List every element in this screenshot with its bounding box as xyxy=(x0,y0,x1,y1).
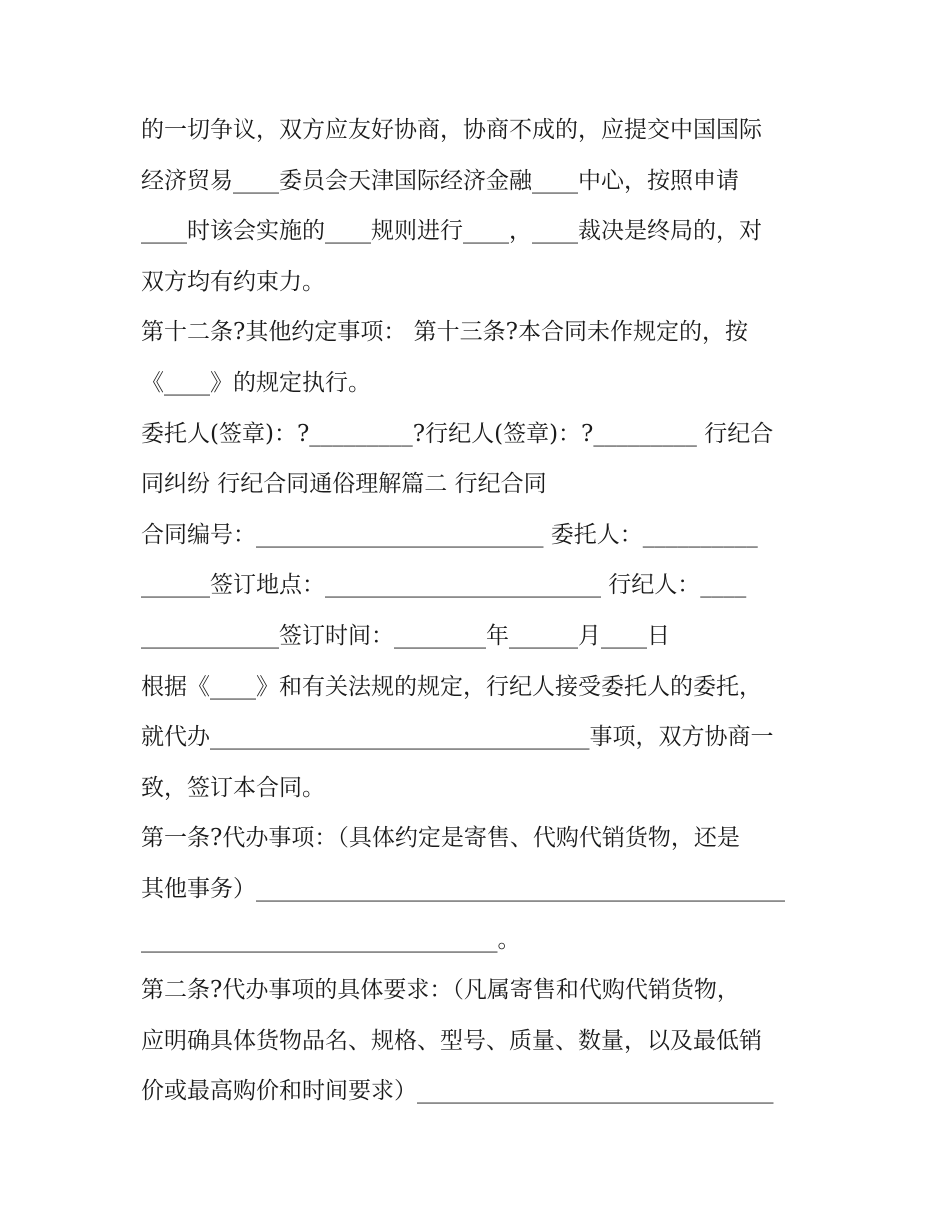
article-2-line: 第二条?代办事项的具体要求：（凡属寄售和代购代销货物， xyxy=(141,977,740,1004)
text-line: 双方均有约束力。 xyxy=(141,268,325,295)
text-line: 应明确具体货物品名、规格、型号、质量、数量，以及最低销 xyxy=(141,1027,762,1054)
text-line: 《____》的规定执行。 xyxy=(141,369,371,396)
text-line: 其他事务）______________________________________________ xyxy=(141,875,785,902)
text-line: 的一切争议，双方应友好协商，协商不成的，应提交中国国际 xyxy=(141,117,762,143)
text-line: 致，签订本合同。 xyxy=(141,774,325,801)
text-line: 就代办_________________________________事项，双方协商一 xyxy=(141,724,774,751)
text-line: ____时该会实施的____规则进行____，____裁决是终局的，对 xyxy=(141,218,762,245)
text-line: 经济贸易____委员会天津国际经济金融____中心，按照申请 xyxy=(141,167,739,194)
signing-date-line: ____________签订时间：________年______月____日 xyxy=(141,622,670,649)
signing-place-line: ______签订地点：________________________ 行纪人：____ xyxy=(141,572,747,599)
contract-number-line: 合同编号：_________________________ 委托人：__________ xyxy=(141,521,758,548)
document-page xyxy=(141,105,813,1117)
text-line: 价或最高购价和时间要求）_______________________________ xyxy=(141,1078,774,1105)
text-line: 根据《____》和有关法规的规定，行纪人接受委托人的委托， xyxy=(141,673,762,700)
signature-line: 委托人(签章)：?_________?行纪人(签章)：?_________ 行纪合 xyxy=(141,420,774,447)
article-1-line: 第一条?代办事项：（具体约定是寄售、代购代销货物，还是 xyxy=(141,825,740,852)
section-heading-line: 同纠纷 行纪合同通俗理解篇二 行纪合同 xyxy=(141,471,547,498)
text-line: _______________________________。 xyxy=(141,926,521,953)
article-12-13-line: 第十二条?其他约定事项： 第十三条?本合同未作规定的，按 xyxy=(141,319,748,346)
